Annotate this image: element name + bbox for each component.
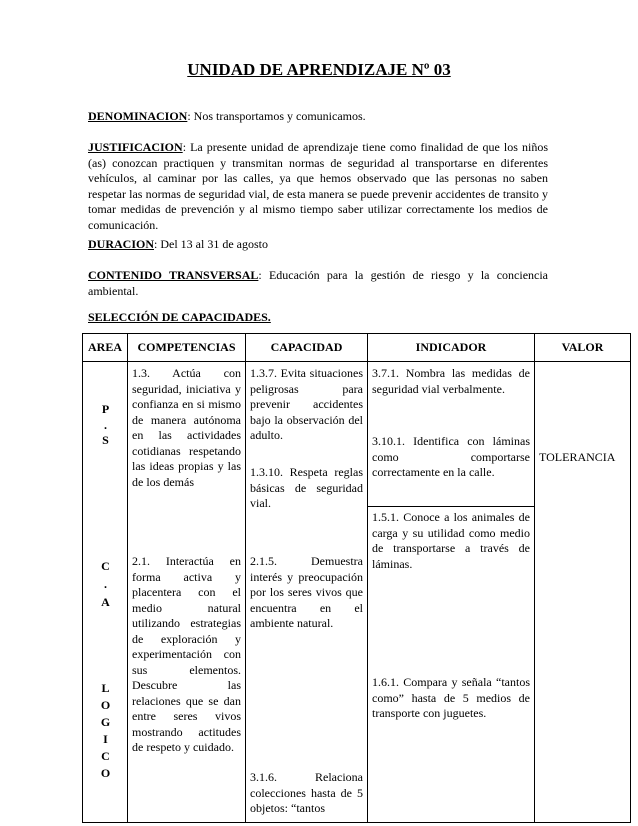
area-ca (83, 557, 128, 611)
header-indicador: INDICADOR (368, 334, 535, 362)
area-letter: S (102, 433, 109, 447)
duracion-text: : Del 13 al 31 de agosto (154, 237, 268, 251)
indicador-divider (368, 506, 534, 507)
contenido-label: CONTENIDO TRANSVERSAL (88, 268, 259, 282)
area-letter: O (100, 698, 111, 712)
area-letter: G (100, 715, 111, 729)
justificacion-label: JUSTIFICACION (88, 140, 183, 154)
area-letter: O (100, 766, 111, 780)
indicador-2: 3.10.1. Identifica con láminas como comportarse correctamente en la calle. (372, 434, 530, 479)
indicador-1: 3.7.1. Nombra las medidas de seguridad vial verbalmente. (372, 366, 530, 396)
denominacion-paragraph (88, 109, 548, 125)
valor-cell (535, 362, 631, 823)
area-letter: P (101, 402, 110, 416)
capacidad-1: 1.3.7. Evita situaciones peligrosas para prevenir accidentes bajo la observación del adulto. (250, 366, 363, 442)
capacidades-table (82, 333, 631, 823)
contenido-text: : Educación para la gestión de riesgo y la conciencia ambiental. (88, 268, 549, 298)
indicador-4: 1.6.1. Compara y señala “tantos como” hasta de 5 medios de transporte con juguetes. (372, 675, 530, 720)
capacidad-4: 3.1.6. Relaciona colecciones hasta de 5 objetos: “tantos (250, 770, 363, 815)
area-letter: . (104, 577, 107, 591)
table-row (83, 362, 631, 823)
duracion-paragraph (88, 237, 548, 253)
justificacion-text: : La presente unidad de aprendizaje tiene como finalidad de que los niños (as) conozcan practiquen y transmitan normas de seguridad al transportarse en diferentes vehículos, al caminar por las calles, ya que hemos observado que las personas no saben respetar las normas de seguridad vial, de esta manera se puede prevenir accidentes de transito y tomar medidas de prevención y al mismo tiempo saber utilizar correctamente los medios de comunicación. (88, 140, 548, 232)
header-competencias: COMPETENCIAS (128, 334, 246, 362)
area-cell (83, 362, 128, 823)
competencia-2: 2.1. Interactúa en forma activa y placentera con el medio natural utilizando estrategias de exploración y experimentación con sus elementos. Descubre las relaciones que se dan entre seres vivos mostrando actitudes de respeto y cuidado. (132, 554, 241, 754)
indicador-3: 1.5.1. Conoce a los animales de carga y su utilidad como medio de transportarse a través de láminas. (372, 510, 530, 571)
indicador-cell (368, 362, 535, 823)
competencias-cell (128, 362, 246, 823)
area-ps (83, 402, 128, 449)
valor-text: TOLERANCIA (539, 450, 616, 464)
denominacion-text: : Nos transportamos y comunicamos. (187, 109, 366, 123)
justificacion-paragraph (88, 140, 548, 233)
area-letter: I (103, 732, 108, 746)
area-letter: C (101, 559, 110, 573)
duracion-label: DURACION (88, 237, 154, 251)
contenido-paragraph (88, 268, 548, 299)
competencia-1: 1.3. Actúa con seguridad, iniciativa y confianza en si mismo de manera autónoma en las actividades cotidianas respetando las ideas propias y las de los demás (132, 366, 241, 489)
area-logico (83, 680, 128, 782)
page-title: UNIDAD DE APRENDIZAJE Nº 03 (187, 60, 451, 79)
capacidad-cell (246, 362, 368, 823)
table-header-row (83, 334, 631, 362)
capacidad-3: 2.1.5. Demuestra interés y preocupación por los seres vivos que encuentra en el ambiente natural. (250, 554, 363, 630)
header-valor: VALOR (535, 334, 631, 362)
area-letter: L (101, 681, 110, 695)
capacidad-2: 1.3.10. Respeta reglas básicas de seguridad vial. (250, 465, 363, 510)
area-letter: A (101, 595, 110, 609)
header-capacidad: CAPACIDAD (246, 334, 368, 362)
denominacion-label: DENOMINACION (88, 109, 188, 123)
seleccion-heading: SELECCIÓN DE CAPACIDADES. (88, 310, 271, 324)
area-letter: . (104, 417, 107, 432)
area-letter: C (101, 749, 110, 763)
header-area: AREA (83, 334, 128, 362)
